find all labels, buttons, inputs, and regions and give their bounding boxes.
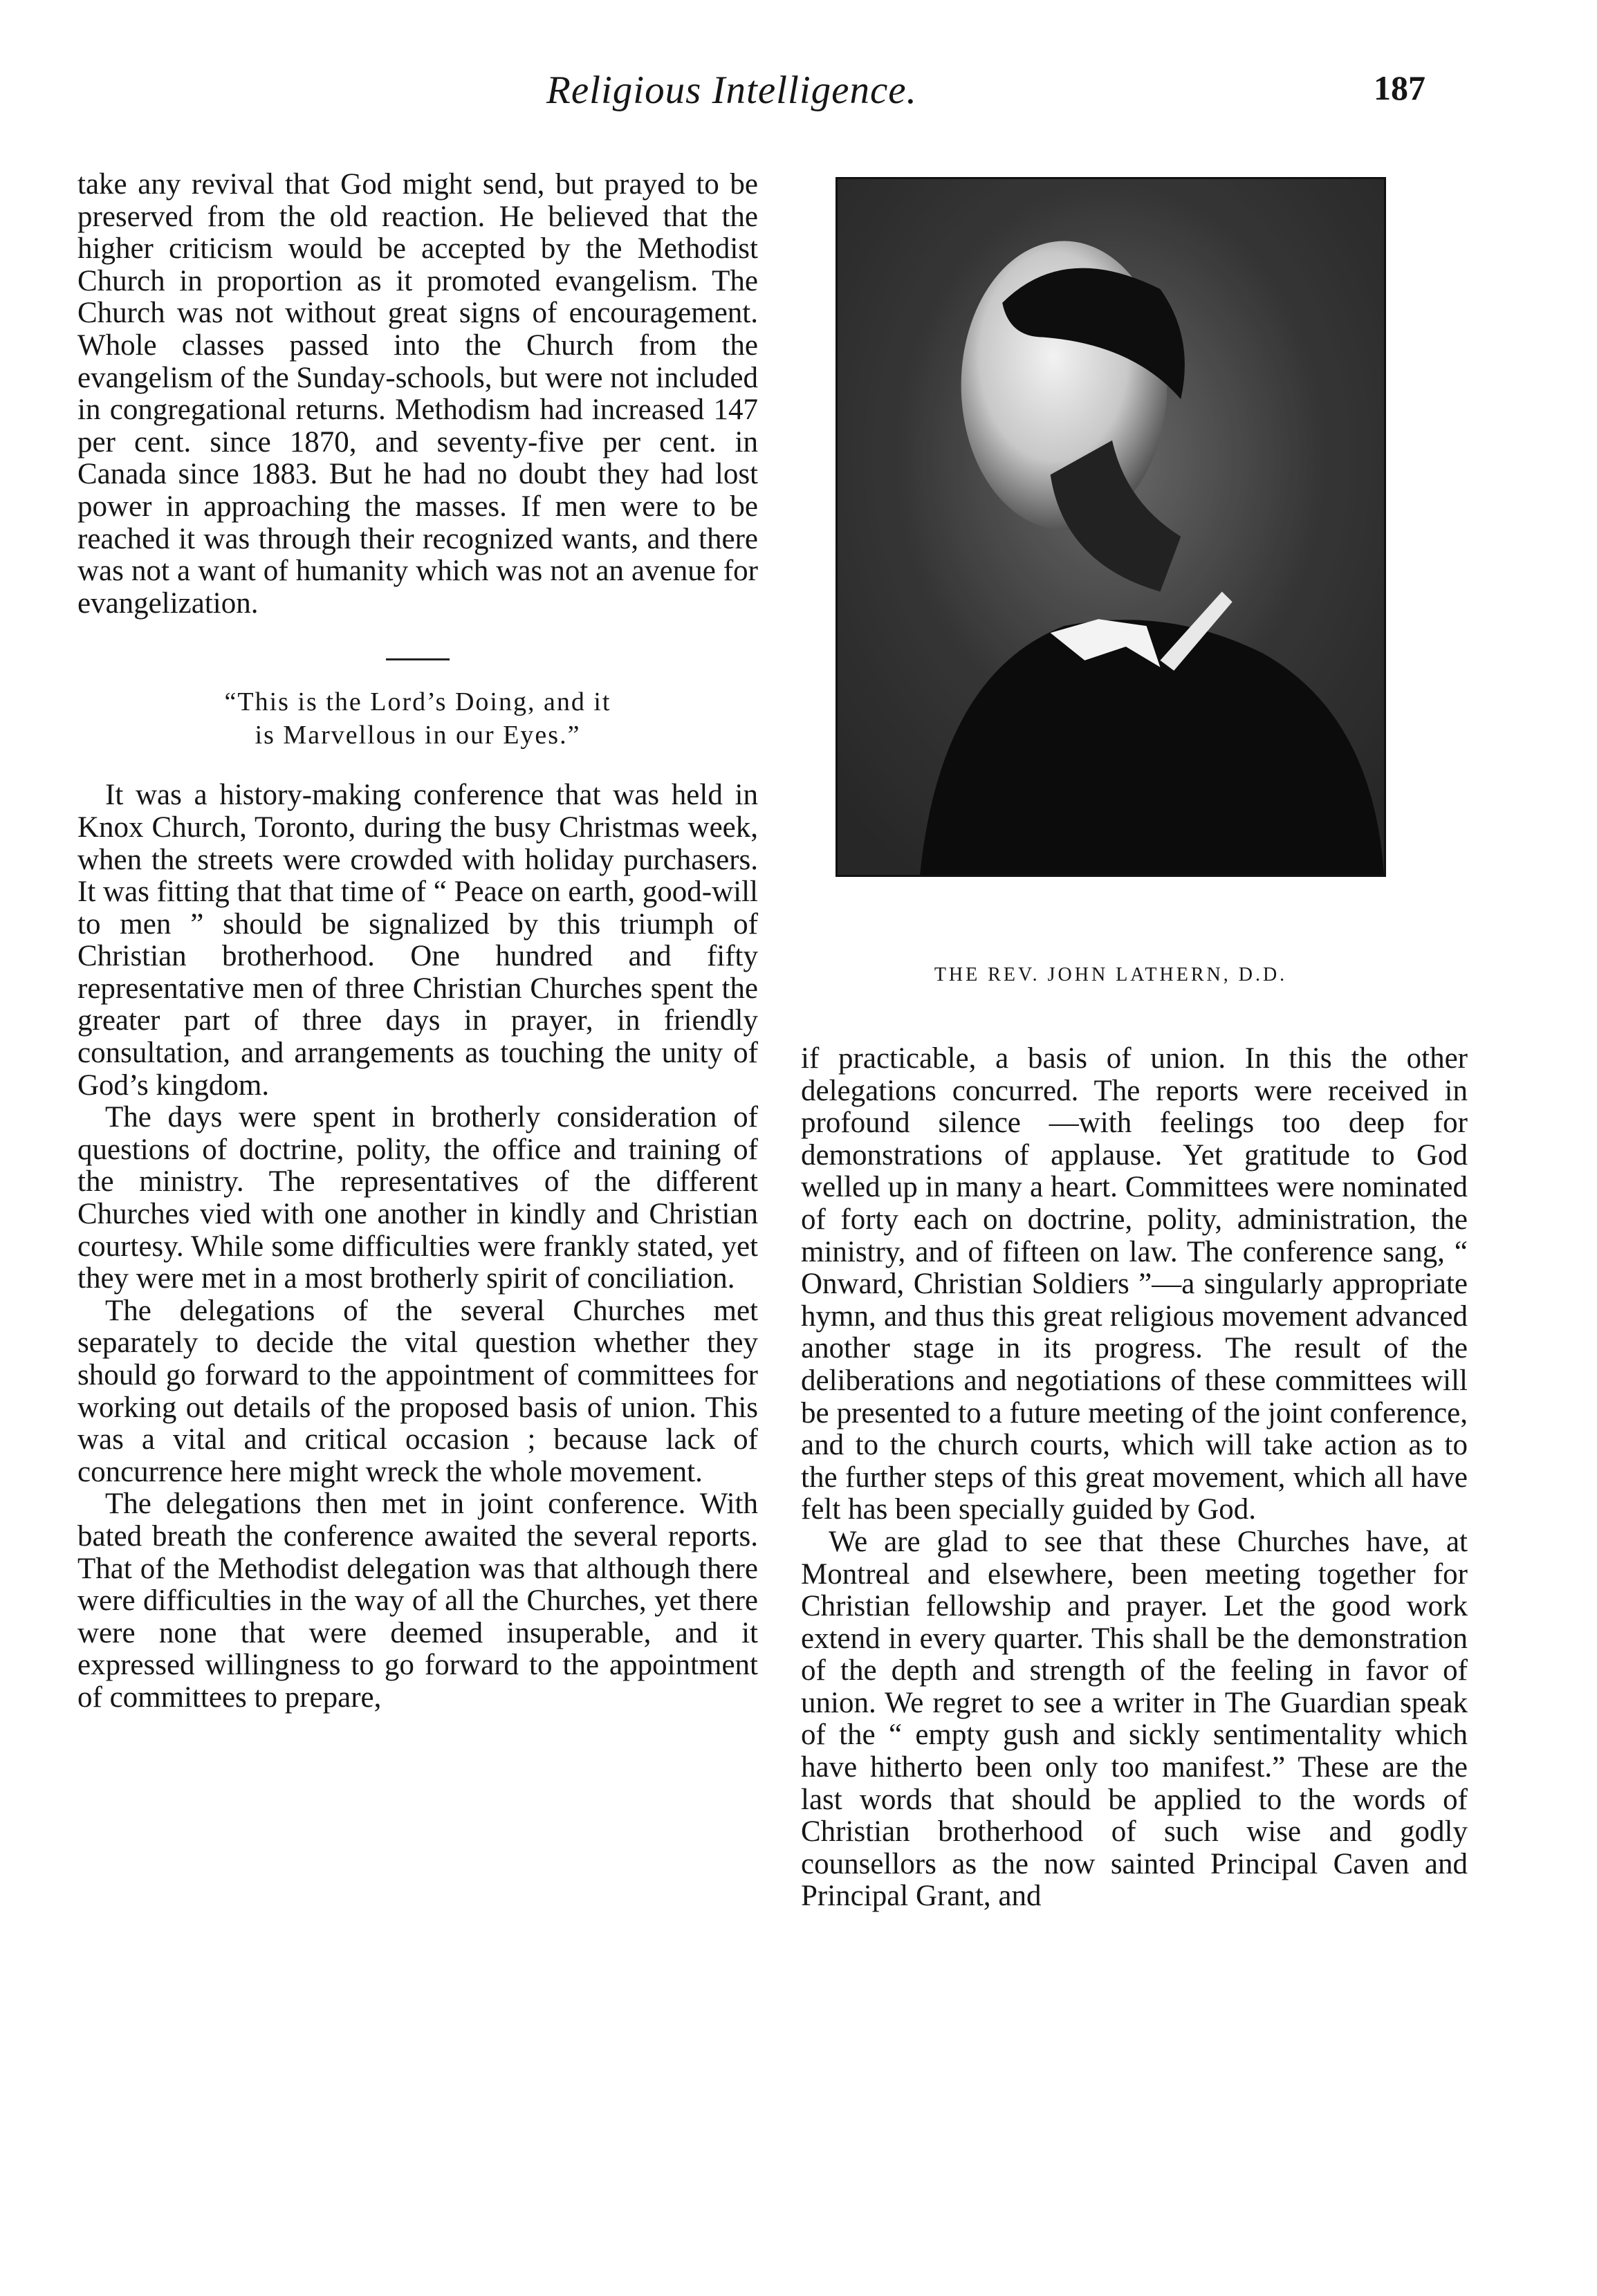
portrait-illustration [838, 179, 1384, 875]
running-header: Religious Intelligence. [546, 68, 917, 112]
section-heading-line-1: “This is the Lord’s Doing, and it [224, 687, 611, 717]
portrait-caption: THE REV. JOHN LATHERN, D.D. [934, 964, 1288, 985]
right-paragraph-1: if practicable, a basis of union. In this the other delegations concurred. The reports were received in profound silence —with feelings too deep for demonstrations of applause. Yet gratitude to God welled up in many a heart. Committees were nominated of forty each on doctrine, polity, administration, the ministry, and of fifteen on law. The conference sang, “ Onward, Christian Soldiers ”—a singularly appropriate hymn, and thus this great religious movement advanced another stage in its progress. The result of the deliberations and negotiations of these committees will be presented to a future meeting of the joint conference, and to the church courts, which will take action as to the further steps of this great movement, which all have felt has been specially guided by God. [801, 1042, 1468, 1526]
left-column [77, 169, 758, 1714]
right-column [801, 1043, 1468, 1913]
section-heading [77, 685, 758, 752]
right-paragraph-2: We are glad to see that these Churches have, at Montreal and elsewhere, been meeting together for Christian fellowship and prayer. Let the good work extend in every quarter. This shall be the demonstration of the depth and strength of the feeling in favor of union. We regret to see a writer in The Guardian speak of the “ empty gush and sickly sentimentality which have hitherto been only too manifest.” These are the last words that should be applied to the words of Christian brotherhood of such wise and godly counsellors as the now sainted Principal Caven and Principal Grant, and [801, 1525, 1468, 1913]
left-paragraph-3: The days were spent in brotherly consideration of questions of doctrine, polity, the office and training of the ministry. The representatives of the different Churches vied with one another in kindly and Christian courtesy. While some difficulties were frankly stated, yet they were met in a most brotherly spirit of conciliation. [77, 1101, 758, 1295]
section-heading-line-2: is Marvellous in our Eyes.” [255, 721, 581, 750]
left-paragraph-5: The delegations then met in joint conference. With bated breath the conference awaited the several reports. That of the Methodist delegation was that although there were difficulties in the way of all the Churches, yet there were none that were deemed insuperable, and it expressed willingness to go forward to the appointment of committees to prepare, [77, 1488, 758, 1714]
page-number: 187 [1374, 68, 1425, 107]
section-divider [386, 658, 450, 660]
left-paragraph-2: It was a history-making conference that was held in Knox Church, Toronto, during the busy Christmas week, when the streets were crowded with holiday purchasers. It was fitting that that time of “ Peace on earth, good-will to men ” should be signalized by this triumph of Christian brotherhood. One hundred and fifty representative men of three Christian Churches spent the greater part of three days in prayer, in friendly consultation, and arrangements as touching the unity of God’s kingdom. [77, 779, 758, 1102]
left-paragraph-4: The delegations of the several Churches met separately to decide the vital question whether they should go forward to the appointment of committees for working out details of the proposed basis of union. This was a vital and critical occasion ; because lack of concurrence here might wreck the whole movement. [77, 1294, 758, 1488]
left-paragraph-1: take any revival that God might send, but prayed to be preserved from the old reaction. He believed that the higher criticism would be accepted by the Methodist Church in proportion as it promoted evangelism. The Church was not without great signs of encouragement. Whole classes passed into the Church from the evangelism of the Sunday-schools, but were not included in congregational returns. Methodism had increased 147 per cent. since 1870, and seventy-five per cent. in Canada since 1883. But he had no doubt they had lost power in approaching the masses. If men were to be reached it was through their recognized wants, and there was not a want of humanity which was not an avenue for evangelization. [77, 168, 759, 620]
portrait-photo [836, 177, 1386, 877]
